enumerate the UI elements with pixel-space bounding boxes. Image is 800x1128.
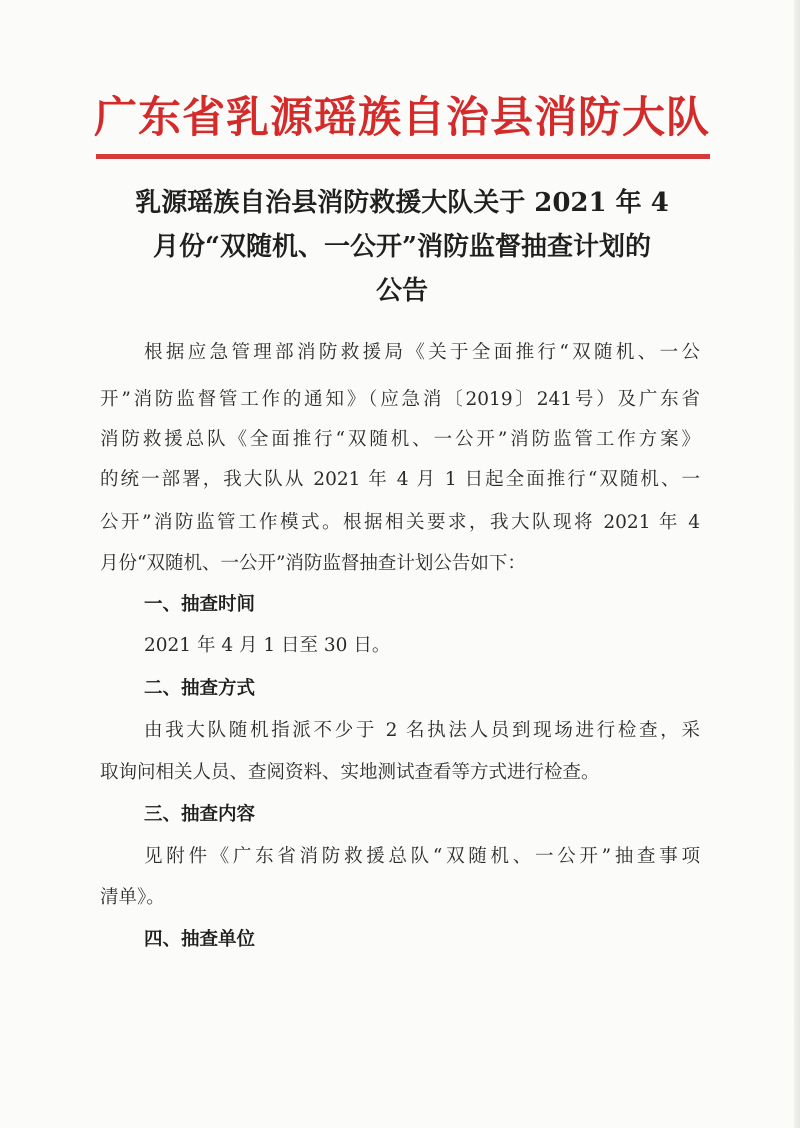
intro-line-6: 月份“双随机、一公开”消防监督抽查计划公告如下： <box>100 553 526 574</box>
section-3-line-2: 清单》。 <box>100 887 165 908</box>
section-1-line-1: 2021 年 4 月 1 日至 30 日。 <box>144 635 391 656</box>
section-2-heading: 二、抽查方式 <box>144 678 256 699</box>
title-line-1: 乳源瑶族自治县消防救援大队关于 2021 年 4 <box>135 188 669 218</box>
title-line-2: 月份“双随机、一公开”消防监督抽查计划的 <box>153 232 651 262</box>
letterhead-red-rule <box>96 154 710 159</box>
intro-line-3: 消防救援总队《全面推行“双随机、一公开”消防监管工作方案》 <box>100 429 700 450</box>
intro-line-2: 开”消防监督管工作的通知》（应急消〔2019〕241号）及广东省 <box>100 389 700 410</box>
section-3-heading: 三、抽查内容 <box>144 804 256 825</box>
intro-line-5: 公开”消防监管工作模式。根据相关要求，我大队现将 2021 年 4 <box>100 512 700 533</box>
letterhead-org-name: 广东省乳源瑶族自治县消防大队 <box>94 93 710 143</box>
document-title <box>96 181 708 313</box>
section-2-line-1: 由我大队随机指派不少于 2 名执法人员到现场进行检查，采 <box>144 720 700 741</box>
title-line-3: 公告 <box>375 276 428 306</box>
scan-edge <box>794 0 800 1128</box>
section-2-line-2: 取询问相关人员、查阅资料、实地测试查看等方式进行检查。 <box>100 762 600 783</box>
intro-line-1: 根据应急管理部消防救援局《关于全面推行“双随机、一公 <box>144 342 700 363</box>
intro-line-4: 的统一部署，我大队从 2021 年 4 月 1 日起全面推行“双随机、一 <box>100 469 700 490</box>
section-3-line-1: 见附件《广东省消防救援总队“双随机、一公开”抽查事项 <box>144 846 700 867</box>
section-1-heading: 一、抽查时间 <box>144 594 256 615</box>
section-4-heading: 四、抽查单位 <box>144 929 256 950</box>
